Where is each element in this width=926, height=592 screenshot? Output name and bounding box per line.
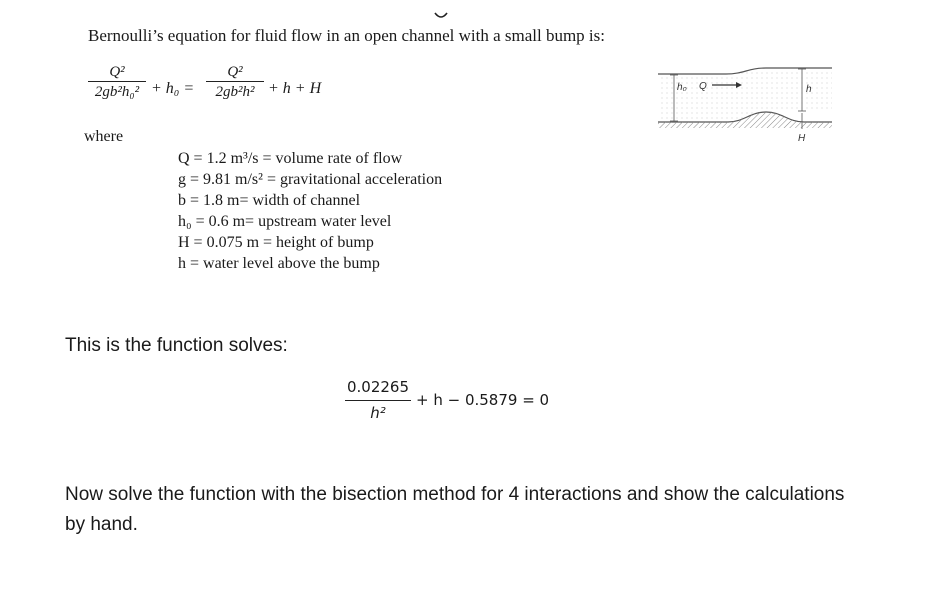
intro-text: Bernoulli’s equation for fluid flow in an open channel with a small bump is: [88,26,605,45]
figure-label-h0: h₀ [677,82,687,93]
definition-q: Q = 1.2 m³/s = volume rate of flow [178,150,403,167]
rhs-fraction [206,64,264,100]
lhs-denominator: 2gb²h₀² [94,84,140,100]
solves-text: This is the function solves: [65,335,288,356]
channel-bump-figure [656,52,834,144]
figure-label-q: Q [699,81,707,92]
where-label: where [84,128,124,145]
lhs-fraction [88,64,146,100]
lhs-plus-h0: + h₀ = [151,80,195,97]
rhs-numerator: Q² [227,64,243,80]
rhs-tail: + h + H [268,80,322,97]
definition-H: H = 0.075 m = height of bump [178,234,374,251]
function-denominator: h² [370,404,386,422]
definition-h0: h₀ = 0.6 m= upstream water level [178,213,392,230]
accent-mark [434,12,448,20]
function-fraction [345,378,411,422]
rhs-denominator: 2gb²h² [215,84,255,100]
lhs-numerator: Q² [109,64,125,80]
definition-g: g = 9.81 m/s² = gravitational acceleration [178,171,443,188]
function-numerator: 0.02265 [346,378,410,396]
function-tail: + h − 0.5879 = 0 [416,391,550,409]
definition-h: h = water level above the bump [178,255,380,272]
request-text: Now solve the function with the bisection method for 4 interactions and show the calculations by hand. [65,484,845,535]
figure-label-h: h [806,84,812,95]
definition-b: b = 1.8 m= width of channel [178,192,361,209]
figure-label-H: H [798,133,806,144]
